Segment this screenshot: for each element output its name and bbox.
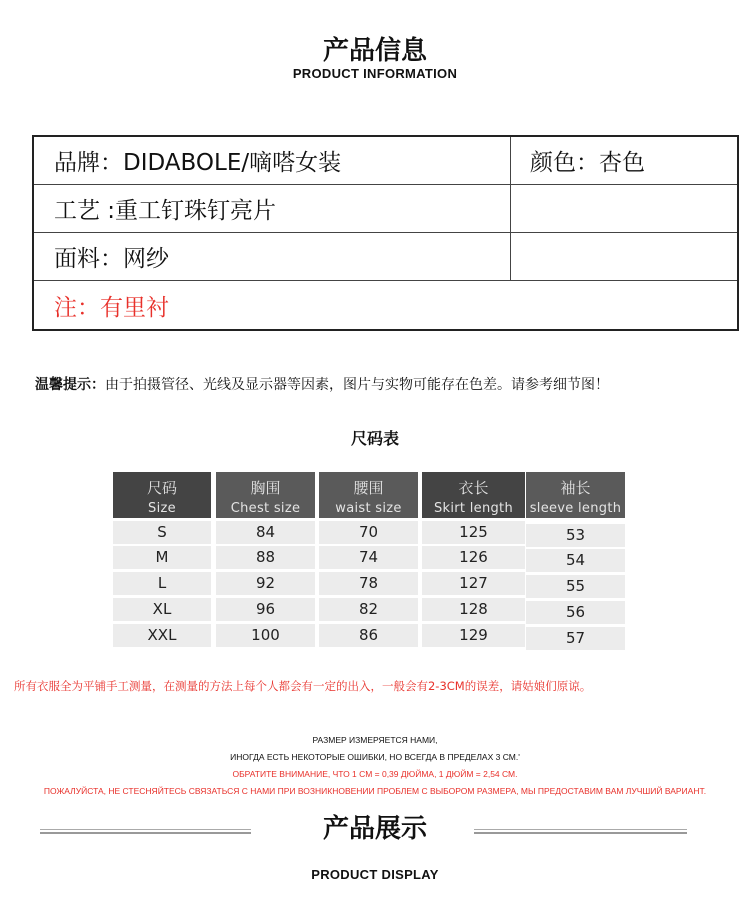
tip-text: 由于拍摄管径、光线及显示器等因素，图片与实物可能存在色差。请参考细节图！	[105, 377, 609, 393]
cell-skirt-length: 126	[422, 546, 525, 569]
info-row-brand	[34, 137, 737, 185]
size-chart-title: 尺码表	[350, 429, 399, 448]
cell-waist: 86	[319, 624, 418, 647]
product-info-table	[32, 135, 739, 331]
header-label-en: Skirt length	[433, 501, 513, 516]
brand-label: 品牌：DIDABOLE/嘀嗒女装	[54, 150, 342, 176]
cell-sleeve-length: 56	[526, 601, 625, 624]
cell-chest: 84	[216, 521, 315, 544]
cell-size: XL	[113, 598, 211, 621]
info-row-note	[34, 281, 737, 329]
cell-size: XXL	[113, 624, 211, 647]
header-label-zh: 胸围	[250, 479, 281, 497]
display-subtitle: PRODUCT DISPLAY	[311, 867, 439, 882]
header-label-en: waist size	[335, 501, 402, 516]
cell-sleeve-length: 55	[526, 575, 625, 598]
info-row-fabric	[34, 233, 737, 281]
section-subtitle: PRODUCT INFORMATION	[292, 66, 458, 81]
cell-chest: 96	[216, 598, 315, 621]
section-title: 产品信息	[322, 36, 427, 66]
cell-skirt-length: 129	[422, 624, 525, 647]
cell-sleeve-length: 57	[526, 627, 625, 650]
header-label-en: sleeve length	[529, 501, 622, 516]
cell-chest: 88	[216, 546, 315, 569]
measurement-note: 所有衣服全为平铺手工测量，在测量的方法上每个人都会有一定的出入，一般会有2-3CM的误差，请姑娘们原谅。	[14, 679, 592, 693]
column-divider	[510, 137, 511, 281]
info-row-craft	[34, 185, 737, 233]
tip-label: 温馨提示：	[35, 377, 105, 393]
color-tip	[35, 374, 609, 394]
cell-waist: 78	[319, 572, 418, 595]
craft-label: 工艺 :重工钉珠钉亮片	[54, 198, 277, 224]
cell-skirt-length: 127	[422, 572, 525, 595]
cell-chest: 92	[216, 572, 315, 595]
display-title: 产品展示	[322, 814, 427, 844]
cell-skirt-length: 125	[422, 521, 525, 544]
color-label: 颜色：杏色	[530, 150, 645, 176]
header-size	[113, 472, 211, 518]
cell-sleeve-length: 53	[526, 524, 625, 547]
header-waist	[319, 472, 418, 518]
lining-note: 注：有里衬	[54, 294, 169, 321]
cell-size: L	[113, 572, 211, 595]
cell-waist: 70	[319, 521, 418, 544]
header-label-zh: 尺码	[146, 479, 177, 497]
header-sleeve-length	[526, 472, 625, 518]
ru-line-4: ПОЖАЛУЙСТА, НЕ СТЕСНЯЙТЕСЬ СВЯЗАТЬСЯ С НАМИ ПРИ ВОЗНИКНОВЕНИИ ПРОБЛЕМ С ВЫБОРОМ РАЗМЕРА, МЫ ПРЕДОСТАВИМ ВАМ ЛУЧШИЙ ВАРИАНТ.	[43, 786, 707, 796]
header-label-en: Size	[148, 501, 176, 516]
ru-line-3: ОБРАТИТЕ ВНИМАНИЕ, ЧТО 1 СМ = 0,39 ДЮЙМА, 1 ДЮЙМ = 2,54 СМ.	[232, 769, 518, 779]
header-label-zh: 腰围	[353, 479, 384, 497]
ru-line-1: РАЗМЕР ИЗМЕРЯЕТСЯ НАМИ,	[312, 735, 438, 745]
cell-size: M	[113, 546, 211, 569]
fabric-label: 面料：网纱	[54, 246, 169, 272]
cell-waist: 74	[319, 546, 418, 569]
header-skirt-length	[422, 472, 525, 518]
header-chest	[216, 472, 315, 518]
header-label-zh: 衣长	[458, 479, 489, 497]
cell-skirt-length: 128	[422, 598, 525, 621]
header-label-en: Chest size	[230, 501, 301, 516]
cell-chest: 100	[216, 624, 315, 647]
cell-size: S	[113, 521, 211, 544]
header-label-zh: 袖长	[560, 479, 591, 497]
ru-line-2: ИНОГДА ЕСТЬ НЕКОТОРЫЕ ОШИБКИ, НО ВСЕГДА В ПРЕДЕЛАХ 3 СМ.'	[230, 752, 520, 762]
cell-sleeve-length: 54	[526, 549, 625, 572]
cell-waist: 82	[319, 598, 418, 621]
